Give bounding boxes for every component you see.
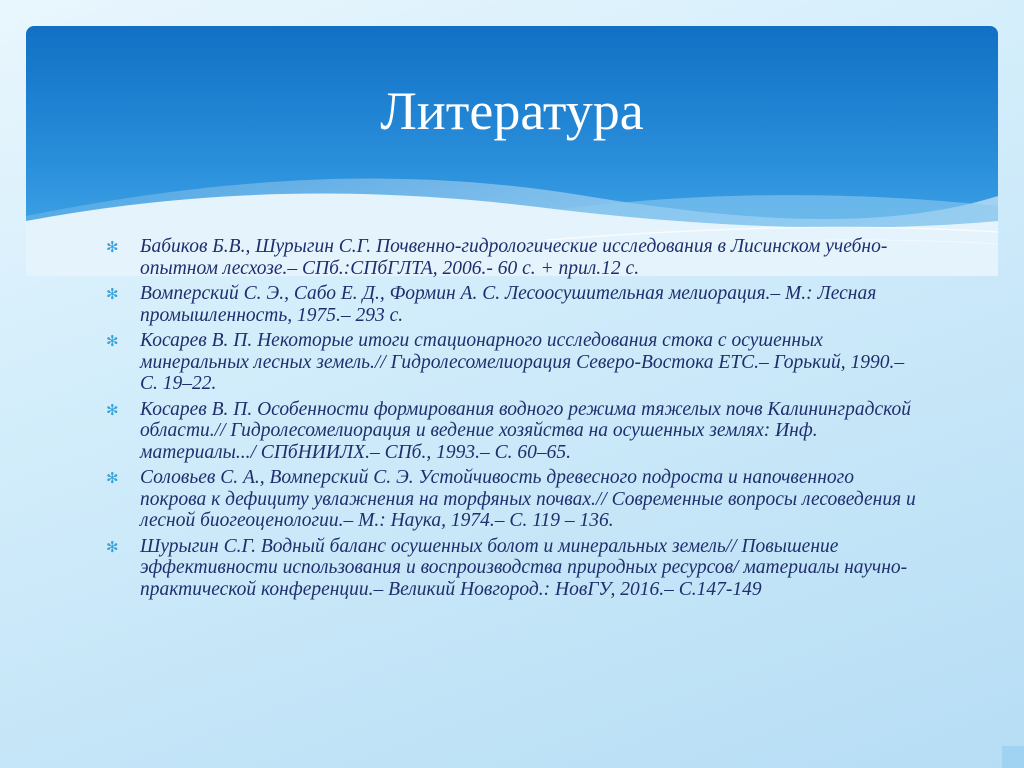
list-item — [104, 283, 924, 326]
snowflake-asterisk-icon: ✻ — [106, 332, 119, 350]
list-item — [104, 536, 924, 601]
snowflake-asterisk-icon: ✻ — [106, 238, 119, 256]
list-item — [104, 467, 924, 532]
snowflake-asterisk-icon: ✻ — [106, 400, 119, 419]
snowflake-asterisk-icon: ✻ — [106, 469, 119, 487]
snowflake-asterisk-icon: ✻ — [106, 537, 119, 556]
reference-text: Косарев В. П. Некоторые итоги стационарного исследования стока с осушенных минеральных лесных земель.// Гидролесомелиорация Северо-Востока ЕТС.– Горький, 1990.– С. 19–22. — [140, 330, 905, 394]
snowflake-asterisk-icon: ✻ — [106, 285, 119, 303]
reference-list — [104, 236, 924, 604]
reference-text: Вомперский С. Э., Сабо Е. Д., Формин А. С. Лесоосушительная мелиорация.– М.: Лесная промышленность, 1975.– 293 с. — [140, 283, 877, 326]
reference-text: Шурыгин С.Г. Водный баланс осушенных болот и минеральных земель// Повышение эффективности использования и воспроизводства природных ресурсов/ материалы научно-практической конференции.– Великий Новгород.: НовГУ, 2016.– С.147-149 — [140, 535, 908, 600]
reference-text: Бабиков Б.В., Шурыгин С.Г. Почвенно-гидрологические исследования в Лисинском учебно-опытном лесхозе.– СПб.:СПбГЛТА, 2006.- 60 с. + прил.12 с. — [140, 236, 888, 279]
page-title: Литература — [380, 81, 644, 141]
reference-text: Соловьев С. А., Вомперский С. Э. Устойчивость древесного подроста и напочвенного покрова к дефициту увлажнения на торфяных почвах.// Современные вопросы лесоведения и лесной биогеоценологии.– М.: Наука, 1974.– С. 119 – 136. — [140, 467, 916, 531]
reference-text: Косарев В. П. Особенности формирования водного режима тяжелых почв Калининградской области.// Гидролесомелиорация и ведение хозяйства на осушенных землях: Инф. материалы.../ СПбНИИЛХ.– СПб., 1993.– С. 60–65. — [140, 398, 911, 463]
list-item — [104, 330, 924, 395]
list-item — [104, 399, 924, 464]
list-item — [104, 236, 924, 279]
corner-decoration — [1002, 746, 1024, 768]
